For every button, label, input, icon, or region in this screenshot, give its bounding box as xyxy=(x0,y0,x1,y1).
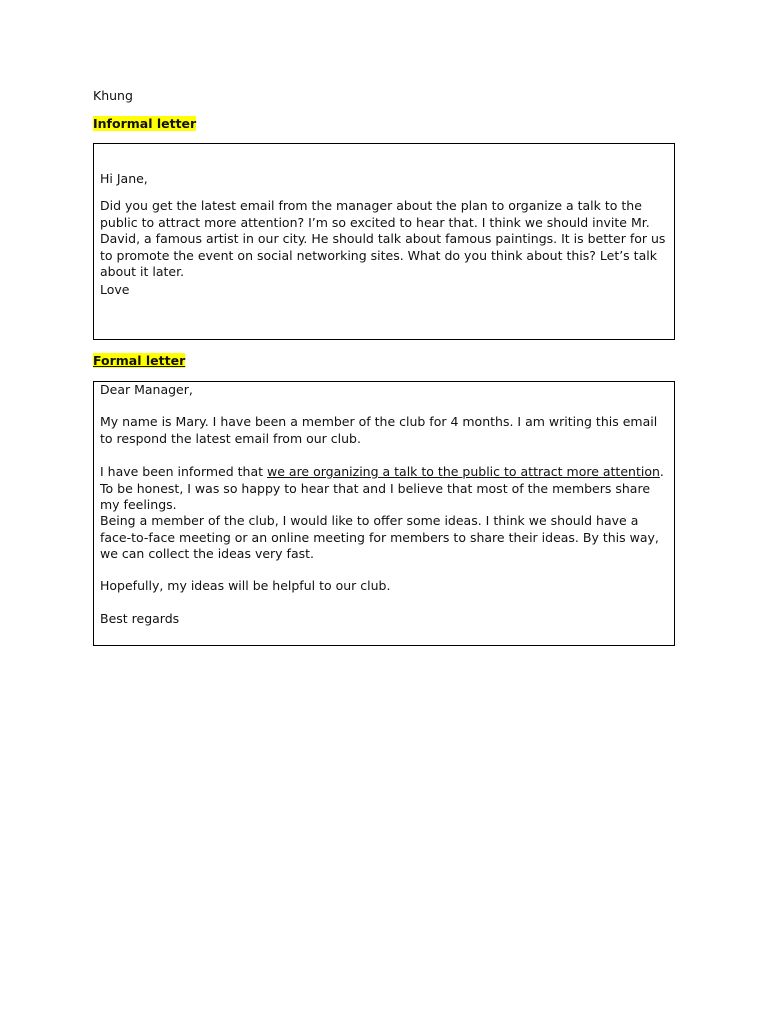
formal-letter-heading xyxy=(93,352,185,369)
formal-closing: Best regards xyxy=(100,611,180,626)
formal-greeting: Dear Manager, xyxy=(100,382,193,397)
informal-body: Did you get the latest email from the manager about the plan to organize a talk to the public to attract more attention? I’m so excited to hear that. I think we should invite Mr. David, a famous artist in our city. He should talk about famous paintings. It is better for us to promote the event on social networking sites. What do you think about this? Let’s talk about it later. xyxy=(100,198,666,279)
informal-letter-heading xyxy=(93,115,196,132)
formal-letter-heading-text: Formal letter xyxy=(93,353,186,368)
informal-greeting: Hi Jane, xyxy=(100,171,148,186)
formal-letter-box xyxy=(93,381,675,646)
formal-paragraph-4: Hopefully, my ideas will be helpful to our club. xyxy=(100,578,391,593)
informal-letter-heading-text: Informal letter xyxy=(93,116,197,131)
informal-letter-box xyxy=(93,143,675,340)
formal-paragraph-1: My name is Mary. I have been a member of the club for 4 months. I am writing this email to respond the latest email from our club. xyxy=(100,414,658,446)
formal-paragraph-3: Being a member of the club, I would like to offer some ideas. I think we should have a face-to-face meeting or an online meeting for members to share their ideas. By this way, we can collect the ideas very fast. xyxy=(100,513,659,561)
formal-paragraph-2-end: . To be honest, I was so happy to hear that and I believe that most of the members share my feelings. xyxy=(100,464,664,512)
formal-paragraph-2 xyxy=(100,464,668,514)
author-name: Khung xyxy=(93,88,133,103)
formal-paragraph-2-start: I have been informed that xyxy=(100,464,268,479)
formal-paragraph-2-underlined: we are organizing a talk to the public to attract more attention xyxy=(267,464,660,479)
informal-closing: Love xyxy=(100,282,130,297)
